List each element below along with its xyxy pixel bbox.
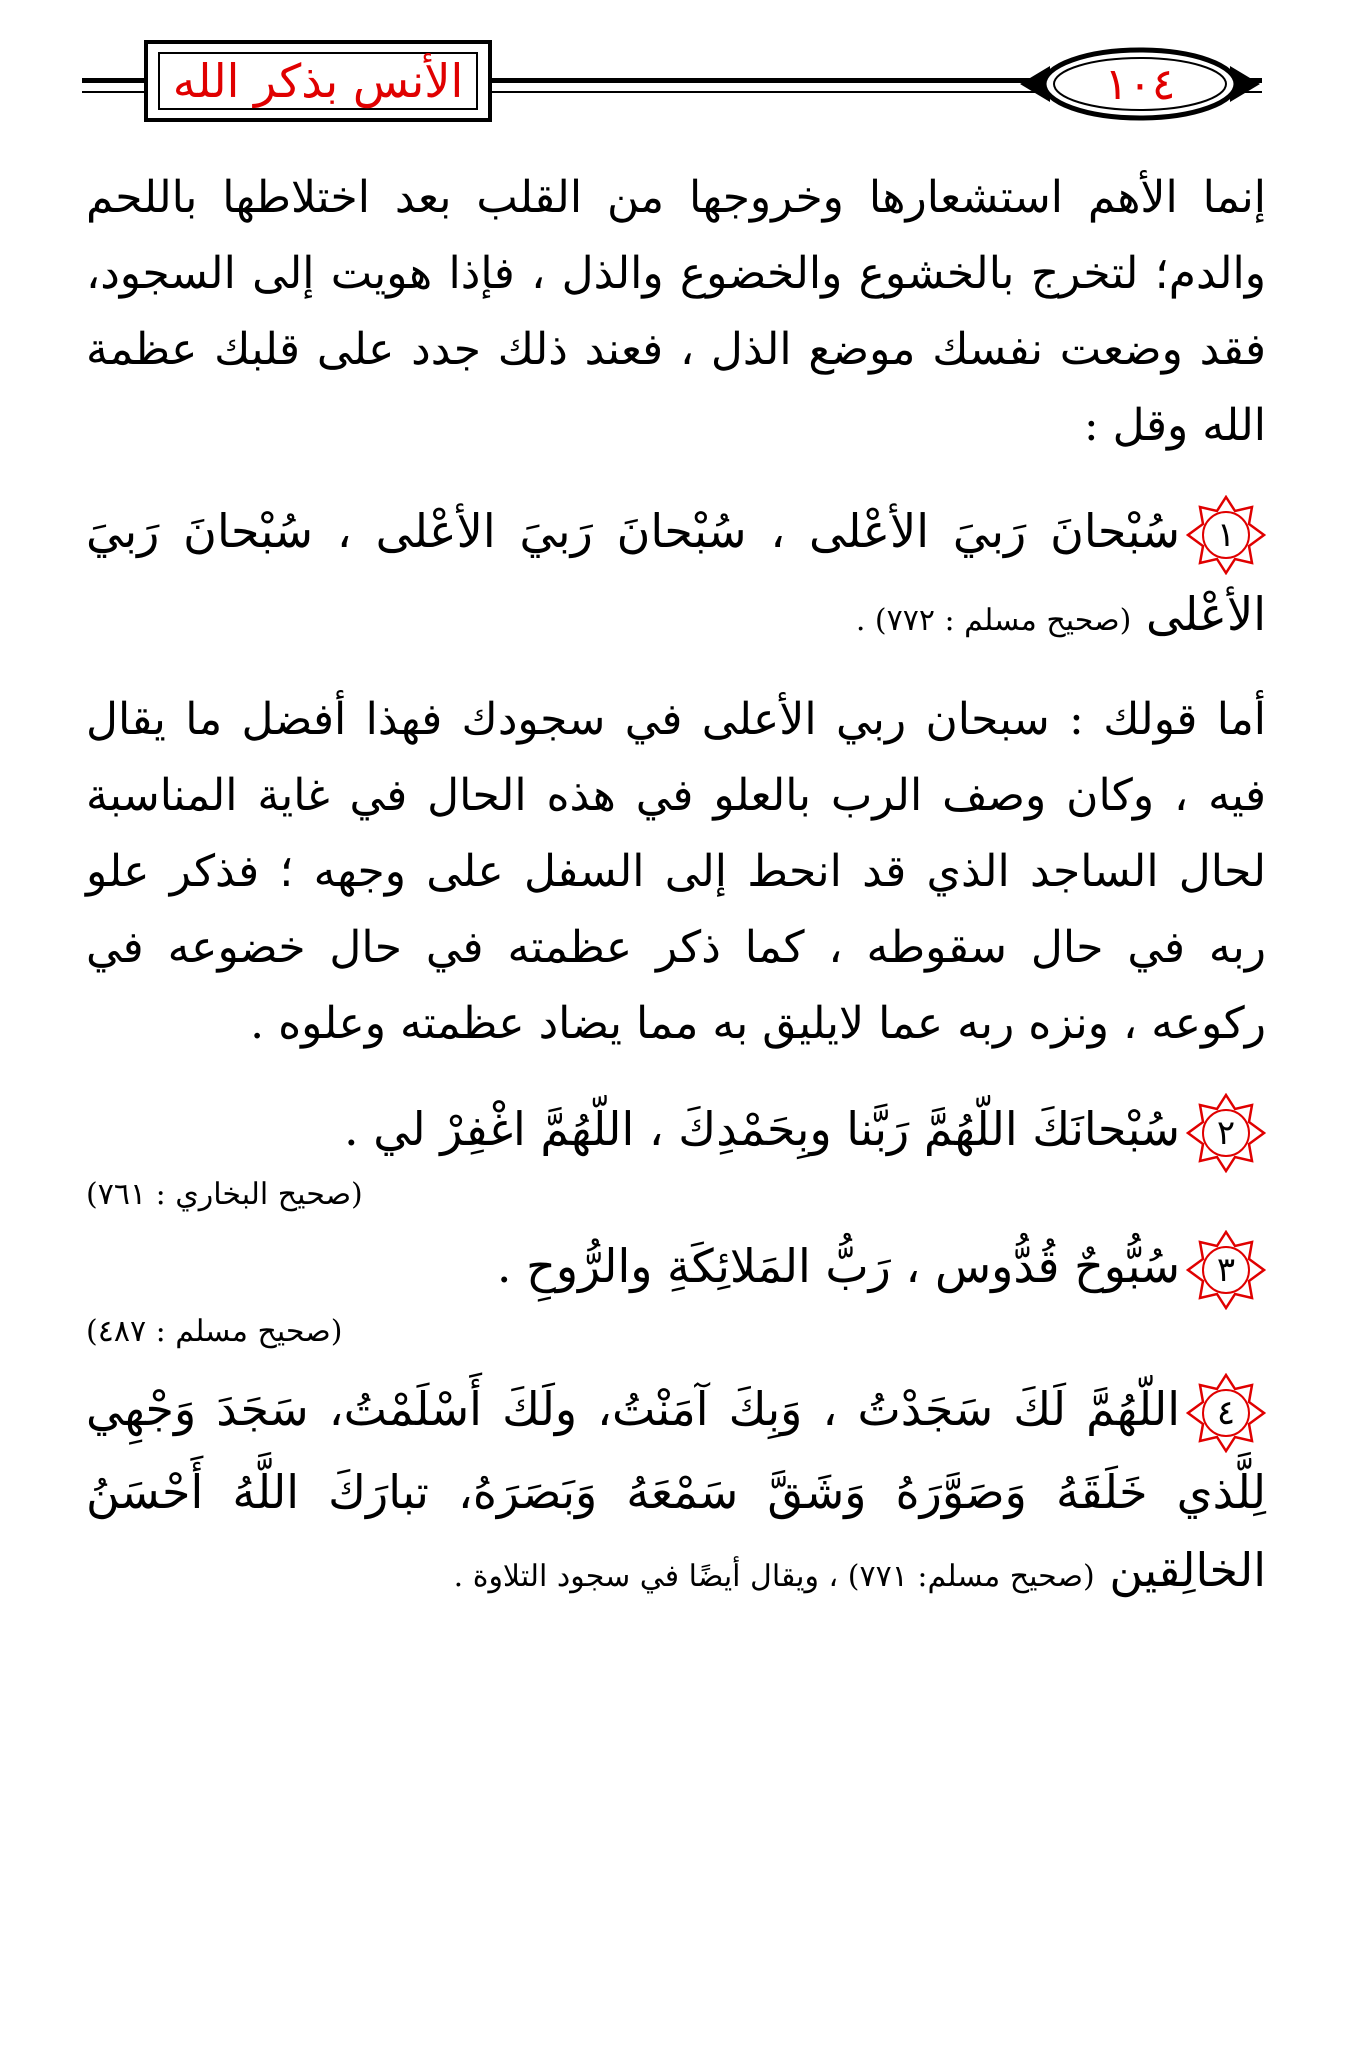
zikr-number-3: ٣ (1186, 1230, 1266, 1310)
zikr-3-ref: (صحيح مسلم : ٤٨٧) (86, 1314, 343, 1349)
page-number: ١٠٤ (1104, 58, 1176, 110)
paragraph-intro: إنما الأهم استشعارها وخروجها من القلب بعد اختلاطها باللحم والدم؛ لتخرج بالخشوع والخضوع والذل ، فإذا هويت إلى السجود، فقد وضعت نفسك موضع الذل ، فعند ذلك جدد على قلبك عظمة الله وقل : (86, 172, 1266, 451)
zikr-2-ref: (صحيح البخاري : ٧٦١) (86, 1177, 363, 1212)
zikr-2-text: سُبْحانَكَ اللّهُمَّ رَبَّنا وبِحَمْدِكَ ، اللّهُمَّ اغْفِرْ لي . (344, 1102, 1180, 1156)
zikr-number-4: ٤ (1186, 1373, 1266, 1453)
paragraph-explanation: أما قولك : سبحان ربي الأعلى في سجودك فهذا أفضل ما يقال فيه ، وكان وصف الرب بالعلو في هذه الحال في غاية المناسبة لحال الساجد الذي قد انحط إلى السفل على وجهه ؛ فذكر علو ربه في حال سقوطه ، كما ذكر عظمته في حال خضوعه في ركوعه ، ونزه ربه عما لايليق به مما يضاد عظمته وعلوه . (86, 694, 1266, 1049)
zikr-3 (86, 1227, 1266, 1354)
zikr-2 (86, 1090, 1266, 1217)
zikr-4 (86, 1370, 1266, 1616)
page-number-badge (1020, 46, 1260, 122)
zikr-number-2: ٢ (1186, 1093, 1266, 1173)
header-title-box (144, 40, 492, 122)
zikr-4-ref: (صحيح مسلم: ٧٧١) ، ويقال أيضًا في سجود التلاوة . (453, 1559, 1095, 1594)
page-content (86, 160, 1266, 1616)
zikr-4-text: اللّهُمَّ لَكَ سَجَدْتُ ، وَبِكَ آمَنْتُ، ولَكَ أَسْلَمْتُ، سَجَدَ وَجْهِي لِلَّذي خَلَقَهُ وَصَوَّرَهُ وَشَقَّ سَمْعَهُ وَبَصَرَهُ، تبارَكَ اللَّهُ أَحْسَنُ الخالِقين (86, 1382, 1266, 1597)
zikr-number-1: ١ (1186, 495, 1266, 575)
page-header (0, 0, 1356, 140)
zikr-1 (86, 492, 1266, 660)
zikr-1-ref: (صحيح مسلم : ٧٧٢) . (855, 603, 1132, 638)
zikr-1-text: سُبْحانَ رَبيَ الأعْلى ، سُبْحانَ رَبيَ الأعْلى ، سُبْحانَ رَبيَ الأعْلى (86, 504, 1266, 641)
book-title: الأنس بذكر الله (172, 54, 464, 108)
zikr-3-text: سُبُّوحٌ قُدُّوس ، رَبُّ المَلائِكَةِ والرُّوحِ . (496, 1239, 1180, 1293)
